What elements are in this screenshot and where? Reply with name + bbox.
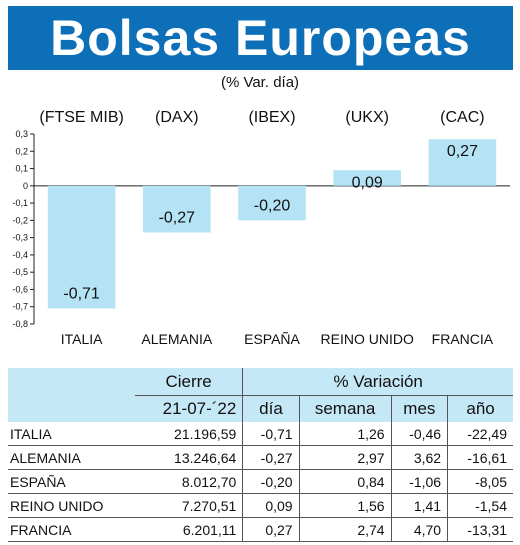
y-tick-label: -0,4 (12, 249, 28, 260)
row-dia: -0,27 (243, 446, 299, 470)
index-label: (FTSE MIB) (39, 109, 124, 126)
header-semana: semana (299, 396, 391, 423)
row-mes: -1,06 (391, 470, 448, 494)
x-tick-label: ALEMANIA (141, 331, 213, 347)
header-mes: mes (391, 396, 448, 423)
row-country: FRANCIA (8, 518, 135, 542)
index-label: (DAX) (155, 109, 199, 126)
row-close: 6.201,11 (135, 518, 243, 542)
row-ano: -16,61 (448, 446, 513, 470)
row-dia: -0,20 (243, 470, 299, 494)
table-row (8, 422, 513, 446)
row-country: ALEMANIA (8, 446, 135, 470)
y-tick-label: -0,7 (12, 301, 28, 312)
header-ano: año (448, 396, 513, 423)
y-tick-label: -0,8 (12, 319, 28, 329)
page-title: Bolsas Europeas (50, 10, 471, 66)
y-tick-label: 0,2 (15, 146, 28, 157)
row-semana: 2,74 (299, 518, 391, 542)
data-label: -0,20 (253, 197, 291, 215)
row-close: 13.246,64 (135, 446, 243, 470)
y-tick-label: -0,1 (12, 198, 28, 209)
y-tick-label: -0,3 (12, 232, 28, 243)
row-mes: 3,62 (391, 446, 448, 470)
bar-chart (0, 100, 520, 350)
data-label: 0,27 (446, 143, 478, 161)
markets-table (8, 368, 513, 542)
y-tick-label: -0,2 (12, 215, 28, 226)
table-row (8, 494, 513, 518)
header-cierre: Cierre (135, 368, 243, 396)
row-mes: 1,41 (391, 494, 448, 518)
row-semana: 2,97 (299, 446, 391, 470)
index-label: (CAC) (440, 109, 485, 126)
row-dia: 0,27 (243, 518, 299, 542)
header-date: 21-07-´22 (135, 396, 243, 423)
chart-subtitle: (% Var. día) (220, 74, 300, 91)
row-semana: 0,84 (299, 470, 391, 494)
data-label: 0,09 (351, 174, 383, 192)
y-tick-label: -0,6 (12, 284, 28, 295)
row-semana: 1,26 (299, 422, 391, 446)
y-tick-label: 0 (22, 180, 28, 191)
row-dia: -0,71 (243, 422, 299, 446)
index-label: (IBEX) (248, 109, 296, 126)
data-label: -0,27 (158, 209, 196, 227)
x-tick-label: ESPAÑA (244, 331, 300, 347)
row-country: ITALIA (8, 422, 135, 446)
table-row (8, 470, 513, 494)
table-row (8, 446, 513, 470)
row-ano: -1,54 (448, 494, 513, 518)
table-row (8, 518, 513, 542)
header-dia: día (243, 396, 299, 423)
row-mes: 4,70 (391, 518, 448, 542)
header-blank-cell (8, 368, 135, 396)
row-ano: -8,05 (448, 470, 513, 494)
x-tick-label: ITALIA (60, 331, 103, 347)
y-tick-label: 0,1 (15, 163, 28, 174)
header-blank-cell (8, 396, 135, 423)
row-close: 21.196,59 (135, 422, 243, 446)
row-country: REINO UNIDO (8, 494, 135, 518)
x-tick-label: FRANCIA (431, 331, 494, 347)
row-ano: -22,49 (448, 422, 513, 446)
table-header-row-1 (8, 368, 513, 396)
header-variacion: % Variación (243, 368, 513, 396)
title-banner (8, 6, 513, 70)
data-label: -0,71 (63, 285, 100, 303)
row-dia: 0,09 (243, 494, 299, 518)
y-tick-label: 0,3 (15, 129, 28, 139)
row-country: ESPAÑA (8, 470, 135, 494)
y-tick-label: -0,5 (12, 267, 28, 278)
row-mes: -0,46 (391, 422, 448, 446)
row-close: 7.270,51 (135, 494, 243, 518)
row-close: 8.012,70 (135, 470, 243, 494)
x-tick-label: REINO UNIDO (320, 331, 414, 347)
row-ano: -13,31 (448, 518, 513, 542)
table-header-row-2 (8, 396, 513, 423)
row-semana: 1,56 (299, 494, 391, 518)
index-label: (UKX) (345, 109, 389, 126)
